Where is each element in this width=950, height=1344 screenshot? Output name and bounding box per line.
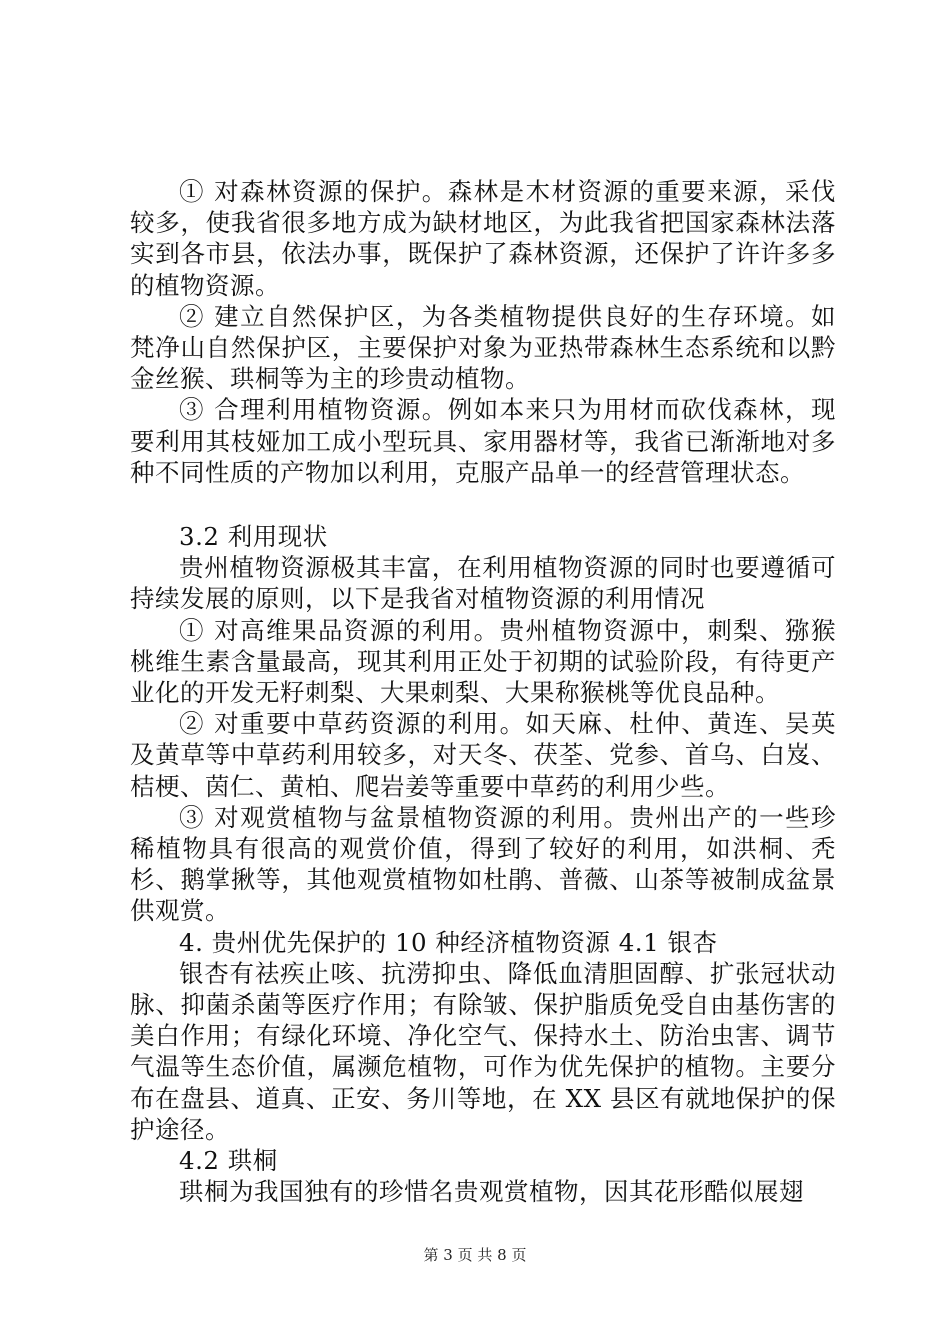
- paragraph-ornamental-resources: ③ 对观赏植物与盆景植物资源的利用。贵州出产的一些珍稀植物具有很高的观赏价值，得到了较好的利用，如洪桐、秃杉、鹅掌揪等，其他观赏植物如杜鹃、普薇、山茶等被制成盆景供观赏。: [130, 802, 836, 926]
- paragraph-rational-use: ③ 合理利用植物资源。例如本来只为用材而砍伐森林，现要利用其枝娅加工成小型玩具、家用器材等，我省已渐渐地对多种不同性质的产物加以利用，克服产品单一的经营管理状态。: [130, 395, 836, 487]
- paragraph-herbal-resources: ② 对重要中草药资源的利用。如天麻、杜仲、黄连、吴英及黄草等中草药利用较多，对天冬、茯荃、党参、首乌、白岌、桔梗、茵仁、黄柏、爬岩姜等重要中草药的利用少些。: [130, 709, 836, 801]
- section-spacer: [130, 488, 836, 521]
- paragraph-fruit-resources: ① 对高维果品资源的利用。贵州植物资源中，刺梨、猕猴桃维生素含量最高，现其利用正处于初期的试验阶段，有待更产业化的开发无籽刺梨、大果刺梨、大果称猴桃等优良品种。: [130, 615, 836, 708]
- paragraph-dove-tree: 珙桐为我国独有的珍惜名贵观赏植物，因其花形酷似展翅: [179, 1177, 804, 1207]
- paragraph-ginkgo: 银杏有祛疾止咳、抗涝抑虫、降低血清胆固醇、扩张冠状动脉、抑菌杀菌等医疗作用；有除皱、保护脂质免受自由基伤害的美白作用；有绿化环境、净化空气、保持水土、防治虫害、调节气温等生态价值，属濒危植物，可作为优先保护的植物。主要分布在盘县、道真、正安、务川等地，在 XX 县区有就地保护的保护途径。: [130, 958, 836, 1144]
- paragraph-forest-protection: ① 对森林资源的保护。森林是木材资源的重要来源，采伐较多，使我省很多地方成为缺材地区，为此我省把国家森林法落实到各市县，依法办事，既保护了森林资源，还保护了许许多多的植物资源。: [130, 177, 836, 300]
- section-heading-3-2: 3.2 利用现状: [179, 522, 328, 552]
- section-heading-4-2: 4.2 珙桐: [179, 1146, 278, 1176]
- paragraph-nature-reserve: ② 建立自然保护区，为各类植物提供良好的生存环境。如梵净山自然保护区，主要保护对象为亚热带森林生态系统和以黔金丝猴、珙桐等为主的珍贵动植物。: [130, 301, 836, 394]
- section-heading-4: 4. 贵州优先保护的 10 种经济植物资源 4.1 银杏: [179, 927, 718, 957]
- document-body: [130, 176, 836, 1208]
- paragraph-usage-intro: 贵州植物资源极其丰富，在利用植物资源的同时也要遵循可持续发展的原则，以下是我省对植物资源的利用情况: [130, 553, 836, 614]
- page-footer: 第 3 页 共 8 页: [423, 1246, 527, 1264]
